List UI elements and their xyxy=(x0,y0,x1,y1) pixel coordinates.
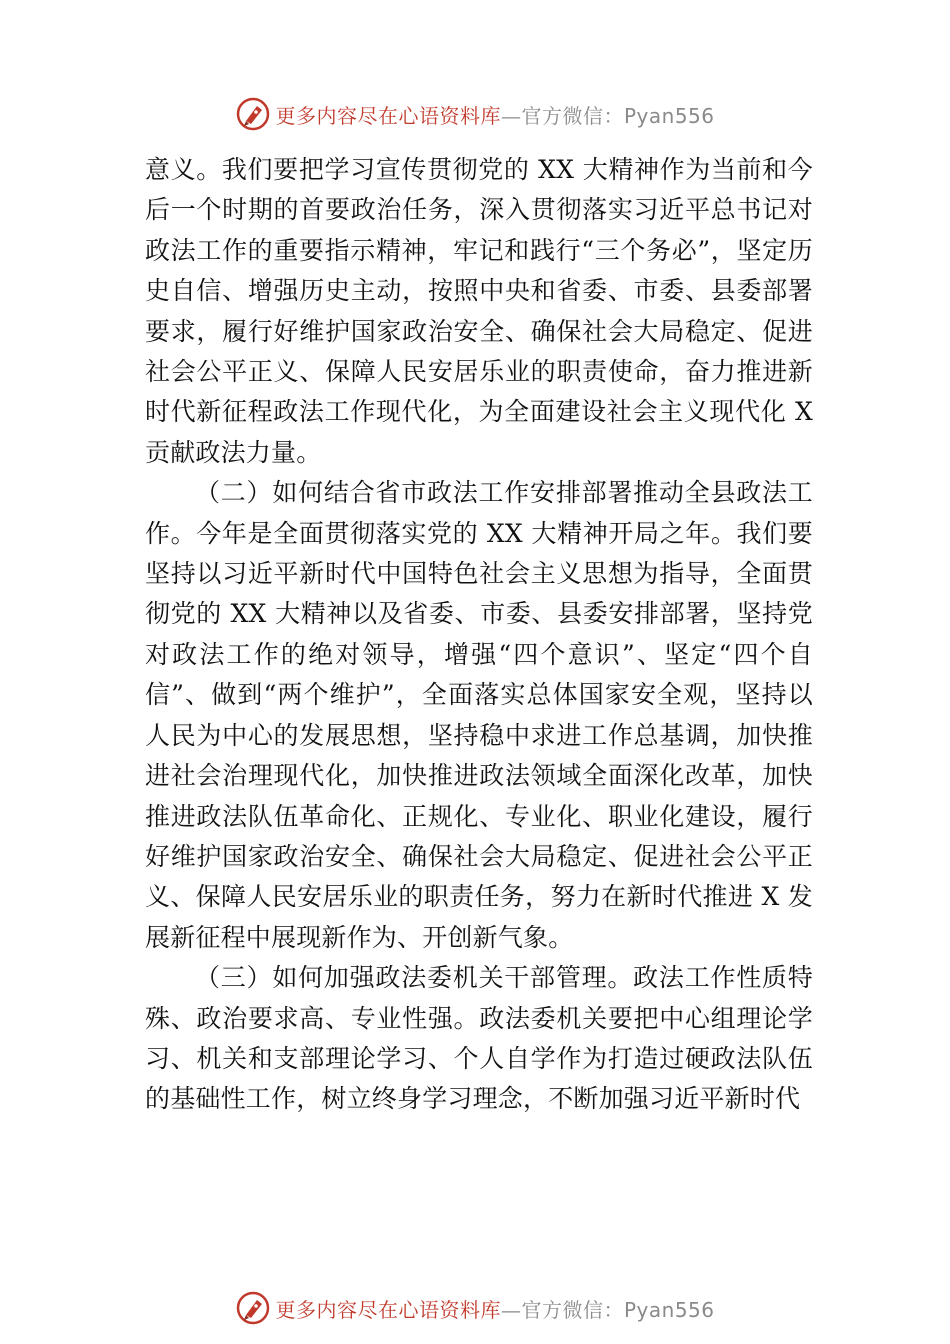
pen-nib-logo-icon xyxy=(235,1290,271,1326)
footer-wechat-label: 官方微信： xyxy=(521,1297,624,1322)
header-wechat-label: 官方微信： xyxy=(521,103,624,128)
footer-banner xyxy=(0,1288,950,1328)
header-brand-text: 更多内容尽在心语资料库 xyxy=(275,103,501,128)
header-wechat-id: Pyan556 xyxy=(623,103,715,128)
pen-nib-logo-icon xyxy=(235,96,271,132)
header-banner xyxy=(0,94,950,134)
body-paragraph-2: （二）如何结合省市政法工作安排部署推动全县政法工作。今年是全面贯彻落实党的 XX 大精神开局之年。我们要坚持以习近平新时代中国特色社会主义思想为指导，全面贯彻党的 XX 大精神以及省委、市委、县委安排部署，坚持党对政法工作的绝对领导，增强“四个意识”、坚定“四个自信”、做到“两个维护”，全面落实总体国家安全观，坚持以人民为中心的发展思想，坚持稳中求进工作总基调，加快推进社会治理现代化，加快推进政法领域全面深化改革，加快推进政法队伍革命化、正规化、专业化、职业化建设，履行好维护国家政治安全、确保社会大局稳定、促进社会公平正义、保障人民安居乐业的职责任务，努力在新时代推进 X 发展新征程中展现新作为、开创新气象。 xyxy=(145,478,813,952)
body-paragraph-1: 意义。我们要把学习宣传贯彻党的 XX 大精神作为当前和今后一个时期的首要政治任务，深入贯彻落实习近平总书记对政法工作的重要指示精神，牢记和践行“三个务必”，坚定历史自信、增强历史主动，按照中央和省委、市委、县委部署要求，履行好维护国家政治安全、确保社会大局稳定、促进社会公平正义、保障人民安居乐业的职责使命，奋力推进新时代新征程政法工作现代化，为全面建设社会主义现代化 X 贡献政法力量。 xyxy=(145,155,813,467)
header-separator: — xyxy=(500,103,522,128)
footer-brand-text: 更多内容尽在心语资料库 xyxy=(275,1297,501,1322)
body-paragraph-3: （三）如何加强政法委机关干部管理。政法工作性质特殊、政治要求高、专业性强。政法委机关要把中心组理论学习、机关和支部理论学习、个人自学作为打造过硬政法队伍的基础性工作，树立终身学习理念，不断加强习近平新时代 xyxy=(145,963,813,1114)
footer-wechat-id: Pyan556 xyxy=(623,1297,715,1322)
footer-separator: — xyxy=(500,1297,522,1322)
document-body xyxy=(145,150,813,1120)
